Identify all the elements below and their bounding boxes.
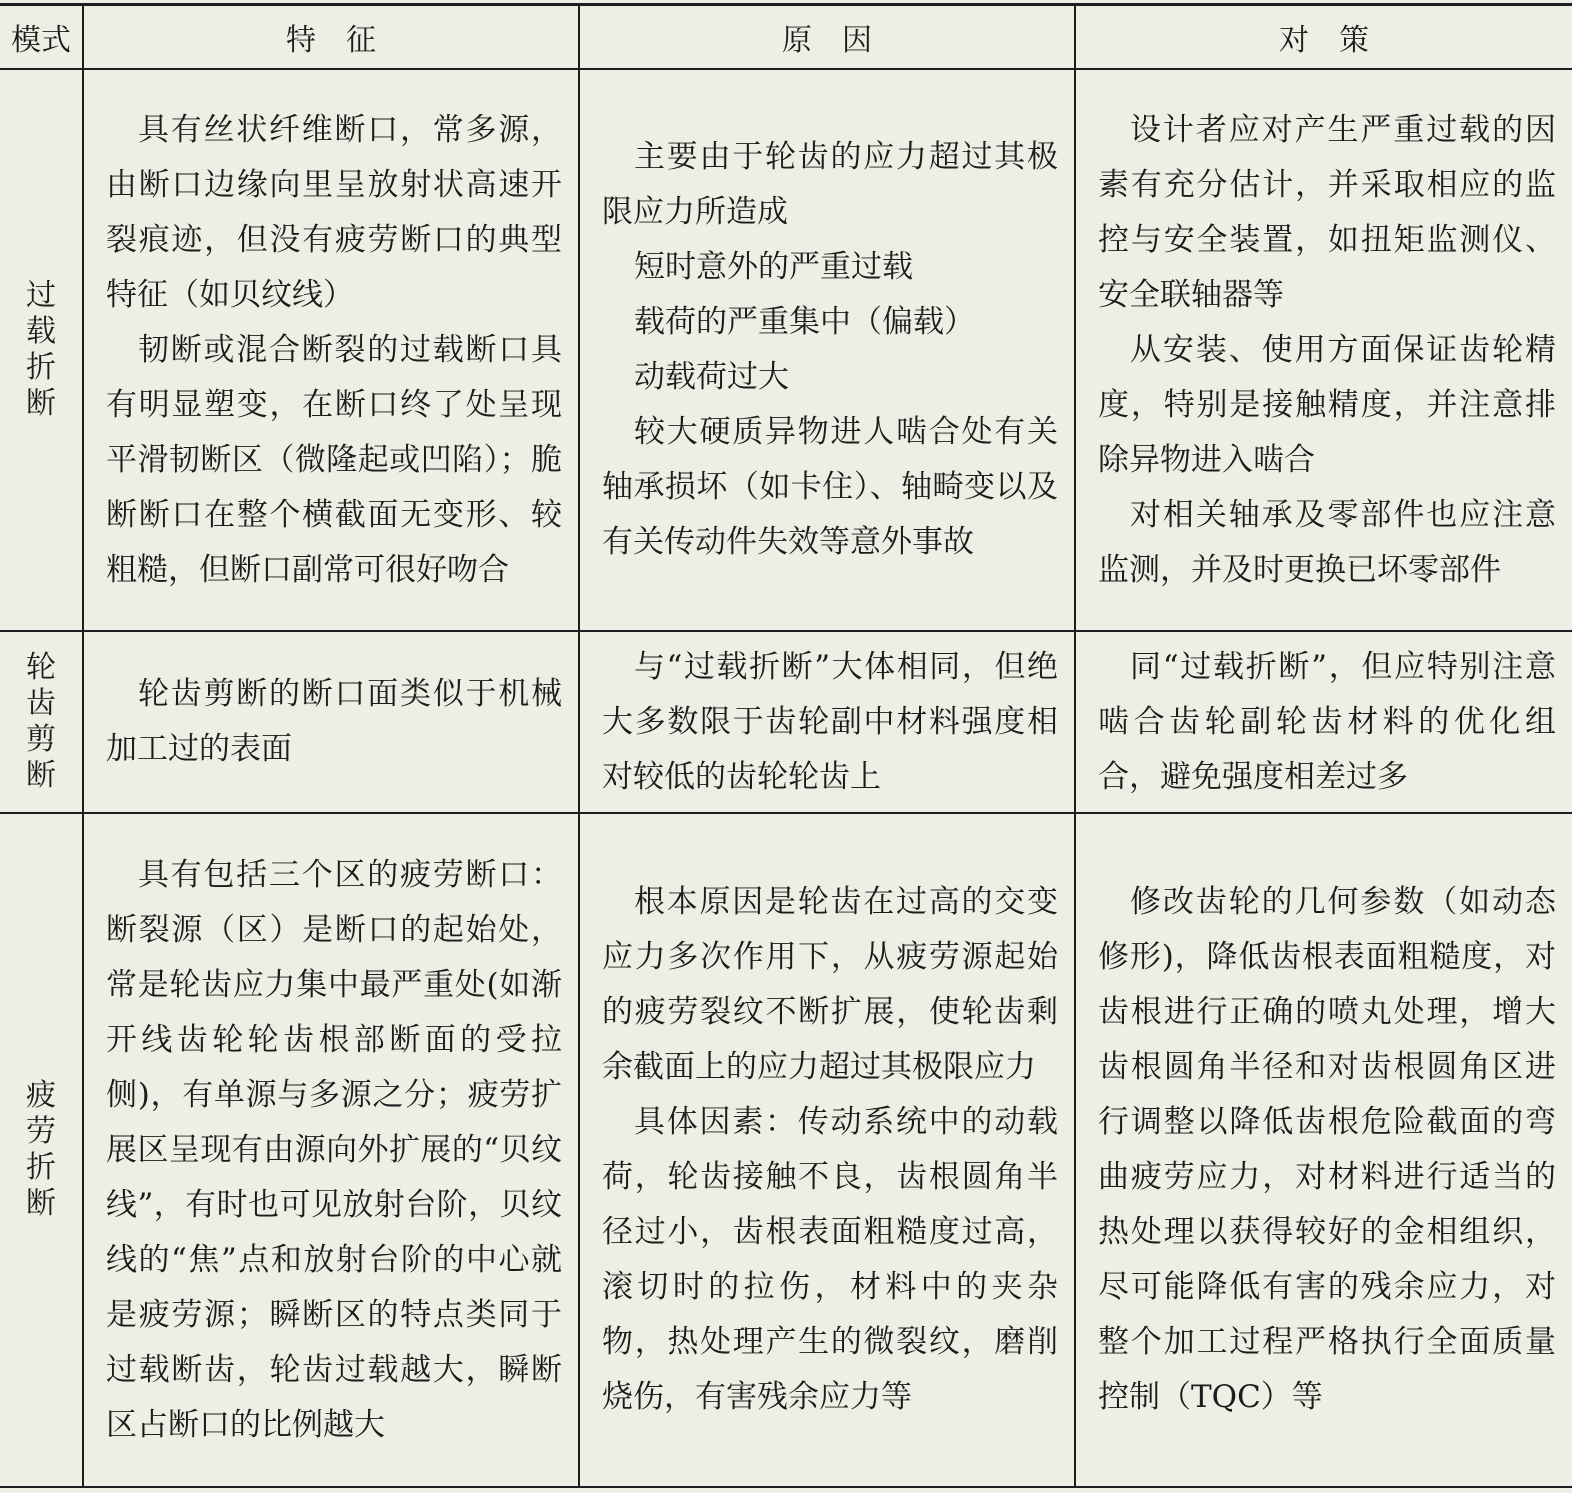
countermeasure-cell — [1075, 813, 1572, 1487]
feature-cell — [83, 813, 579, 1487]
cause-cell — [579, 813, 1075, 1487]
feature-cell — [83, 69, 579, 631]
cause-cell — [579, 69, 1075, 631]
countermeasure-paragraph: 对相关轴承及零部件也应注意监测，并及时更换已坏零部件 — [1098, 496, 1556, 588]
cause-paragraph: 动载荷过大 — [634, 359, 789, 395]
countermeasure-paragraph: 从安装、使用方面保证齿轮精度，特别是接触精度，并注意排除异物进入啮合 — [1098, 331, 1556, 478]
countermeasure-cell — [1075, 69, 1572, 631]
cause-paragraph: 主要由于轮齿的应力超过其极限应力所造成 — [602, 139, 1058, 230]
countermeasure-cell — [1075, 631, 1572, 813]
feature-paragraph: 韧断或混合断裂的过载断口具有明显塑变，在断口终了处呈现平滑韧断区（微隆起或凹陷）；脆断断口在整个横截面无变形、较粗糙，但断口副常可很好吻合 — [106, 331, 562, 588]
feature-paragraph: 具有包括三个区的疲劳断口：断裂源（区）是断口的起始处，常是轮齿应力集中最严重处(如渐开线齿轮轮齿根部断面的受拉侧)，有单源与多源之分；疲劳扩展区呈现有由源向外扩展的“贝纹线”，有时也可见放射台阶，贝纹线的“焦”点和放射台阶的中心就是疲劳源；瞬断区的特点类同于过载断齿，轮齿过载越大，瞬断区占断口的比例越大 — [106, 856, 562, 1443]
cause-paragraph: 载荷的严重集中（偏载） — [634, 304, 975, 340]
cause-paragraph: 具体因素：传动系统中的动载荷，轮齿接触不良，齿根圆角半径过小，齿根表面粗糙度过高，滚切时的拉伤，材料中的夹杂物，热处理产生的微裂纹，磨削烧伤，有害残余应力等 — [602, 1104, 1058, 1415]
feature-cell — [83, 631, 579, 813]
mode-cell: 疲劳折断 — [0, 813, 83, 1487]
cause-paragraph: 短时意外的严重过载 — [634, 249, 913, 285]
table-row — [0, 69, 1572, 631]
header-feature: 特 征 — [83, 5, 579, 70]
cause-cell — [579, 631, 1075, 813]
feature-paragraph: 轮齿剪断的断口面类似于机械加工过的表面 — [106, 676, 562, 767]
feature-paragraph: 具有丝状纤维断口，常多源，由断口边缘向里呈放射状高速开裂痕迹，但没有疲劳断口的典型特征（如贝纹线） — [106, 111, 562, 313]
cause-paragraph: 较大硬质异物进人啮合处有关轴承损坏（如卡住）、轴畸变以及有关传动件失效等意外事故 — [602, 414, 1058, 560]
table-row — [0, 631, 1572, 813]
countermeasure-paragraph: 同“过载折断”，但应特别注意啮合齿轮副轮齿材料的优化组合，避免强度相差过多 — [1098, 648, 1556, 795]
header-row — [0, 5, 1572, 70]
table-row — [0, 813, 1572, 1487]
failure-mode-table — [0, 3, 1572, 1488]
cause-paragraph: 与“过载折断”大体相同，但绝大多数限于齿轮副中材料强度相对较低的齿轮轮齿上 — [602, 648, 1058, 795]
header-mode: 模式 — [0, 5, 83, 70]
header-countermeasure: 对 策 — [1075, 5, 1572, 70]
countermeasure-paragraph: 设计者应对产生严重过载的因素有充分估计，并采取相应的监控与安全装置，如扭矩监测仪、安全联轴器等 — [1098, 111, 1556, 313]
mode-cell: 轮齿剪断 — [0, 631, 83, 813]
cause-paragraph: 根本原因是轮齿在过高的交变应力多次作用下，从疲劳源起始的疲劳裂纹不断扩展，使轮齿剩余截面上的应力超过其极限应力 — [602, 884, 1058, 1085]
countermeasure-paragraph: 修改齿轮的几何参数（如动态修形)，降低齿根表面粗糙度，对齿根进行正确的喷丸处理，增大齿根圆角半径和对齿根圆角区进行调整以降低齿根危险截面的弯曲疲劳应力，对材料进行适当的热处理以获得较好的金相组织，尽可能降低有害的残余应力，对整个加工过程严格执行全面质量控制（TQC）等 — [1098, 884, 1556, 1415]
header-cause: 原 因 — [579, 5, 1075, 70]
mode-cell: 过载折断 — [0, 69, 83, 631]
